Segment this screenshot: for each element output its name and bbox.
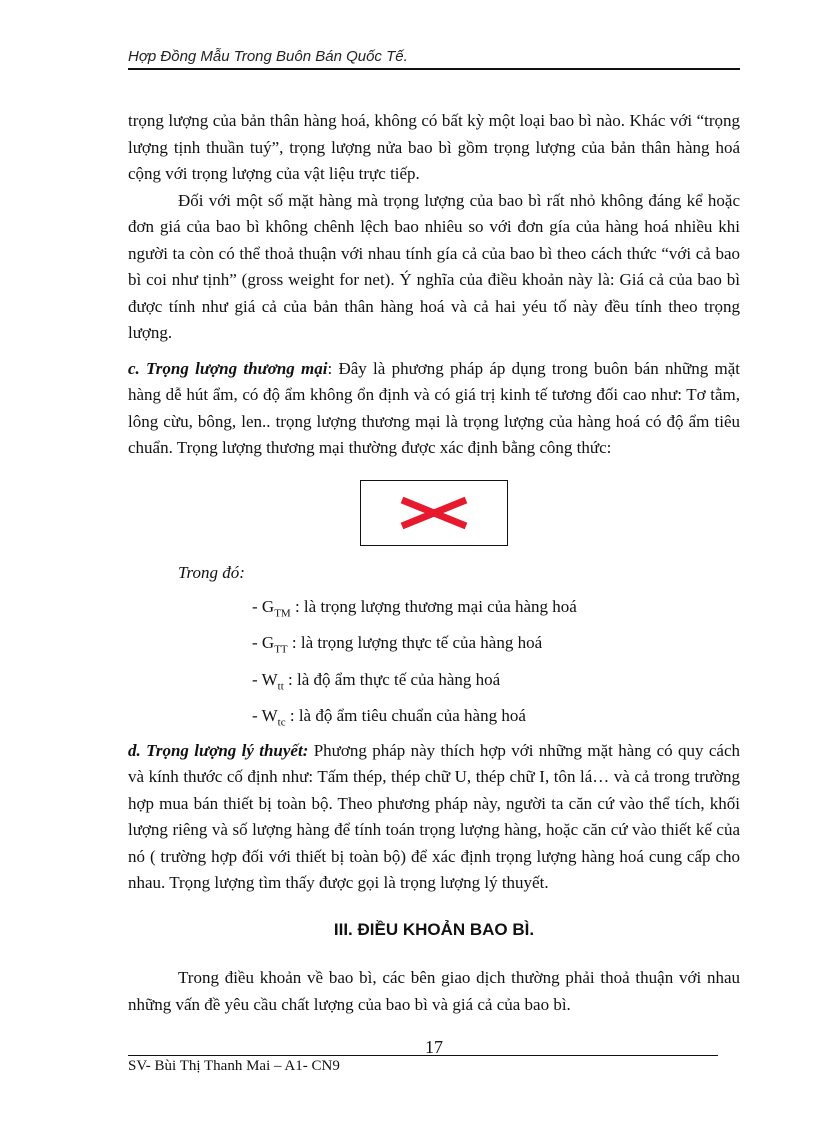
header-rule — [128, 68, 740, 70]
section-d-heading: d. Trọng lượng lý thuyết: — [128, 740, 309, 760]
running-header: Hợp Đồng Mẫu Trong Buôn Bán Quốc Tế. — [128, 48, 408, 65]
section-title: III. ĐIỀU KHOẢN BAO BÌ. — [333, 919, 535, 939]
section-d-text: Phương pháp này thích hợp với những mặt hàng có quy cách và kính thước cố định như: Tấm thép, thép chữ U, thép chữ I, tôn lá… và cả trong trường hợp mua bán thiết bị toàn bộ. Theo phương pháp này, người ta căn cứ vào thể tích, khối lượng riêng và số lượng hàng để tính toán trọng lượng hàng, hoặc căn cứ vào thiết kế của nó ( trường hợp đối với thiết bị toàn bộ) để xác định trọng lượng hàng hoá cung cấp cho nhau. Trọng lượng tìm thấy được gọi là trọng lượng lý thuyết. — [128, 740, 740, 893]
definitions-intro: Trong đó: — [178, 562, 245, 582]
definition-item: - $W_{tc}$ : là độ ẩm tiêu chuẩn của hàng hoá — [252, 706, 526, 729]
broken-image-cross-icon — [398, 496, 470, 530]
definition-item: - $W_{tt}$ : là độ ẩm thực tế của hàng hoá — [252, 669, 501, 693]
page-body — [128, 108, 740, 1018]
footer-author: SV- Bùi Thị Thanh Mai – A1- CN9 — [128, 1058, 340, 1074]
definition-item: - $G_{TM}$ : là trọng lượng thương mại của hàng hoá — [252, 597, 577, 620]
section-c-paragraph — [128, 356, 740, 462]
paragraph-continued: trọng lượng của bản thân hàng hoá, không có bất kỳ một loại bao bì nào. Khác với “trọng lượng tịnh thuần tuý”, trọng lượng nửa bao bì gồm trọng lượng của bản thân hàng hoá cộng với trọng lượng của vật liệu trực tiếp. — [128, 111, 740, 183]
paragraph-packaging: Trong điều khoản về bao bì, các bên giao dịch thường phải thoả thuận với nhau những vấn đề yêu cầu chất lượng của bao bì và giá cả của bao bì. — [128, 968, 740, 1014]
formula-image-placeholder — [360, 480, 508, 546]
definition-item: - $G_{TT}$ : là trọng lượng thực tế của hàng hoá — [252, 633, 543, 656]
footer-rule — [128, 1055, 718, 1056]
section-c-heading: c. Trọng lượng thương mại — [128, 358, 328, 378]
section-c-text: : Đây là phương pháp áp dụng trong buôn bán những mặt hàng dễ hút ẩm, có độ ẩm không ổn định và có giá trị kinh tế tương đối cao như: Tơ tằm, lông cừu, bông, len.. trọng lượng thương mại là trọng lượng của hàng hoá có độ ẩm tiêu chuẩn. Trọng lượng thương mại thường được xác định bằng công thức: — [128, 358, 740, 457]
section-d-paragraph — [128, 738, 740, 897]
page-number: 17 — [425, 1037, 443, 1057]
paragraph-gross-weight-for-net: Đối với một số mặt hàng mà trọng lượng của bao bì rất nhỏ không đáng kể hoặc đơn giá của bao bì không chênh lệch bao nhiêu so với đơn gía của hàng hoá nhiều khi người ta còn có thể thoả thuận với nhau tính gía cả của bao bì theo cách thức “với cả bao bì coi như tịnh” (gross weight for net). Ý nghĩa của điều khoản này là: Giá cả của bao bì được tính như giá cả của bản thân hàng hoá và cả hai yéu tố này đều tính theo trọng lượng. — [128, 190, 740, 342]
